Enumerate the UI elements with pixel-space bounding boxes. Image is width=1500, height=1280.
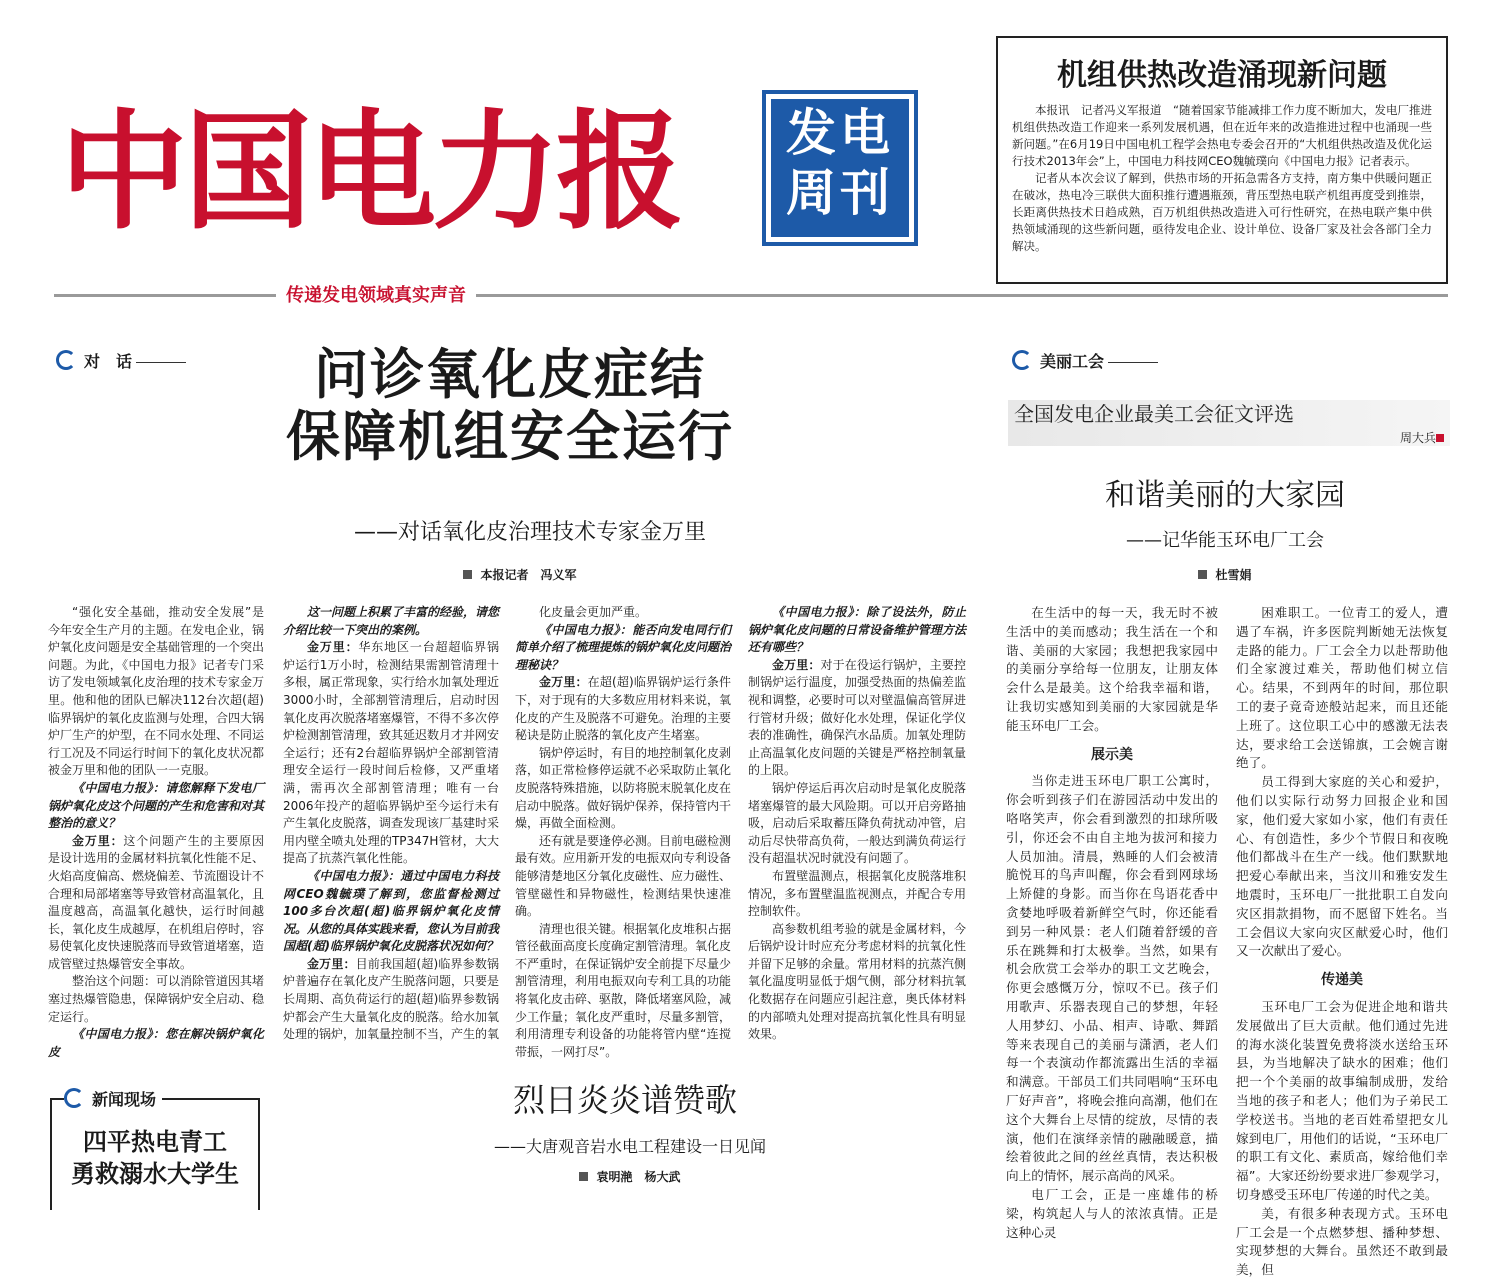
paragraph [1236,1205,1448,1280]
top-news-box [996,36,1448,284]
logo-icon [64,1088,84,1108]
byline-square-icon [1198,570,1207,579]
second-subhead: ——大唐观音岩水电工程建设一日见闻 [493,1137,766,1156]
paragraph [748,657,966,780]
byline-square-icon [579,1172,588,1181]
calligraphy-banner [1008,400,1450,446]
paragraph: 《中国电力报》：您在解决锅炉氧化皮 [48,1027,264,1059]
paragraph [748,780,966,868]
paragraph [1236,773,1448,961]
article-column-2 [283,604,499,1044]
paragraph-text: 美，有很多种表现方式。玉环电厂工会是一个点燃梦想、播种梦想、实现梦想的大舞台。虽然还不敢到最美，但 [1236,1205,1448,1278]
section-dialogue [56,350,186,373]
headline-line-2: 保障机组安全运行 [286,405,734,468]
paragraph [515,921,731,1062]
masthead-title: 中国电力报 [60,97,681,247]
beauty-column-2 [1236,604,1448,1280]
beauty-headline: 和谐美丽的大家园 [1105,478,1345,513]
speaker-label: 金万里： [72,833,124,848]
main-subhead: ——对话氧化皮治理技术专家金万里 [353,520,706,545]
paragraph [515,833,731,921]
speaker-label: 金万里： [539,675,588,690]
article-column-3 [515,604,731,1061]
section-rule [136,362,186,363]
paragraph-text: 在生活中的每一天，我无时不被生活中的美而感动；我生活在一个和谐、美丽的大家园；我想把我家园中的美丽分享给每一位朋友，让朋友体会什么是最美。这个给我幸福和谐，让我切实感知到美丽的大家园就是华能玉环电厂工会。 [1006,605,1218,733]
paragraph [48,833,264,974]
article-column-4 [748,604,966,1044]
news-headline [52,1126,258,1190]
paragraph [748,868,966,921]
paragraph [1006,772,1218,1186]
section-label: 对 话 [84,352,133,371]
speaker-label: 金万里： [772,657,821,672]
paragraph-text: 在超(超)临界锅炉运行条件下，对于现有的大多数应用材料来说，氧化皮的产生及脱落不可避免。治理的主要秘诀是防止脱落的氧化皮产生堵塞。 [515,675,732,743]
byline-text: 袁明滟 杨大武 [596,1170,681,1184]
byline-text: 杜雪娟 [1215,568,1252,582]
speaker-label: 金万里： [307,640,359,655]
paragraph-text: 整治这个问题：可以消除管道因其堵塞过热爆管隐患，保障锅炉安全启动、稳定运行。 [48,974,265,1024]
paragraph-text: 电厂工会，正是一座雄伟的桥梁，构筑起人与人的浓浓真情。正是这种心灵 [1006,1186,1218,1240]
paragraph-text: 对于在役运行锅炉，主要控制锅炉运行温度，加强受热面的热偏差监视和调整，必要时可以对壁温偏高管屏进行管材升级；做好化水处理，保证化学仪表的准确性，确保汽水品质。加氧处理防止高温氧化皮问题的关键是严格控制氧量的上限。 [748,657,966,778]
paragraph-text: 锅炉停运时，有目的地控制氧化皮剥落，如正常检修停运就不必采取防止氧化皮脱落特殊措施，以防将脱末脱氧化皮在启动中脱落。做好锅炉保养，保持管内干燥，再做全面检测。 [515,745,732,831]
article-column-1 [48,604,264,1061]
paragraph [48,973,264,1026]
paragraph-text: 清理也很关键。根据氧化皮堆积占据管径截面高度长度确定割管清理。氧化皮不严重时，在保证锅炉安全前提下尽量少割管清理，利用电振双向专利工具的功能将氧化皮击碎、驱散，降低堵塞风险，减少工作量；氧化皮严重时，尽量多割管，利用清理专利设备的功能将管内壁“连搅带振，一网打尽”。 [515,921,732,1059]
headline-line-1: 问诊氧化皮症结 [314,343,706,406]
second-headline: 烈日炎炎谱赞歌 [512,1081,737,1119]
badge-line-2: 周刊 [786,164,894,222]
section-label: 美丽工会 [1040,352,1105,371]
paragraph-text: 华东地区一台超超临界锅炉运行1万小时，检测结果需割管清理十多根，属正常现象，实行给水加氧处理近3000小时，全部割管清理后，启动时因氧化皮再次脱落堵塞爆管，不得不多次停炉检测割管清理，致其延迟数月才并网安全运行；还有2台超临界锅炉全部割管清理安全运行一段时间后检修，又严重堵满，需再次全部割管清理；唯有一台2006年投产的超临界锅炉至今运行未有产生氧化皮脱落，调查发现该厂基建时采用内壁全喷丸处理的TP347H管材，大大提高了抗蒸汽氧化性能。 [283,640,500,866]
subsection-heading: 展示美 [1091,746,1133,763]
top-news-para: 本报讯 记者冯义军报道 “随着国家节能减排工作力度不断加大，发电厂推进机组供热改造工作迎来一系列发展机遇，但在近年来的改造推进过程中也涌现一些新问题。”在6月19日中国电机工程学会热电专委会召开的“大机组供热改造及优化运行技术2013年会”上，中国电力科技网CEO魏毓璞向《中国电力报》记者表示。 [1012,103,1432,168]
section-news [64,1088,162,1111]
speaker-label: 金万里： [307,956,356,971]
paragraph-text: 化皮量会更加严重。 [539,605,648,619]
second-byline [540,1168,720,1186]
paragraph-text: 布置壁温测点，根据氧化皮脱落堆积情况，多布置壁温监视测点，并配合专用控制软件。 [748,868,966,919]
news-headline-line-2: 勇救溺水大学生 [71,1160,239,1188]
paragraph-text: 困难职工。一位青工的爱人，遭遇了车祸，许多医院判断她无法恢复走路的能力。厂工会全力以赴帮助他们全家渡过难关，帮助他们树立信心。结果，不到两年的时间，那位职工的妻子竟奇迹般站起来，而且还能上班了。这位职工心中的感激无法表达，要求给工会送锦旗，工会婉言谢绝了。 [1236,605,1448,771]
byline-square-icon [463,570,472,579]
paragraph-text: 员工得到大家庭的关心和爱护，他们以实际行动努力回报企业和国家，他们爱大家如小家，他们有责任心、有创造性，多少个节假日和夜晚他们都战斗在生产一线。他们默默地把爱心奉献出来，当汶川和雅安发生地震时，玉环电厂一批批职工自发向灾区捐款捐物，而不愿留下姓名。当工会倡议大家向灾区献爱心时，他们又一次献出了爱心。 [1236,774,1448,959]
calligrapher-signature: 周大兵 [1399,431,1436,445]
paragraph [1236,604,1448,773]
news-box [50,1098,260,1210]
paragraph [1006,1186,1218,1242]
subsection-heading: 传递美 [1321,972,1363,989]
paragraph [515,604,731,622]
paragraph [748,921,966,1044]
paragraph [283,956,499,1044]
paragraph [1236,998,1448,1205]
paragraph-text: 高参数机组考验的就是金属材料，今后锅炉设计时应充分考虑材料的抗氧化性并留下足够的余量。常用材料的抗蒸汽侧氧化温度明显低于烟气侧，部分材料抗氧化数据存在问题应引起注意，奥氏体材料的内部喷丸处理对提高抗氧化性具有明显效果。 [748,921,966,1042]
paragraph: 《中国电力报》：能否向发电同行们简单介绍了梳理提炼的锅炉氧化皮问题治理秘诀？ [515,622,732,672]
paragraph: 《中国电力报》：通过中国电力科技网CEO魏毓璞了解到，您监督检测过100多台次超(超)临界锅炉氧化皮情况。从您的具体实践来看，您认为目前我国超(超)临界锅炉氧化皮脱落状况如何？ [283,868,500,954]
slogan-divider [54,294,1448,297]
logo-icon [1012,350,1032,370]
calligraphy-text: 全国发电企业最美工会征文评选 [1014,402,1294,426]
paragraph: 《中国电力报》：除了设法外，防止锅炉氧化皮问题的日常设备维护管理方法还有哪些？ [748,605,966,655]
beauty-byline [1160,566,1290,584]
paragraph [283,639,499,868]
paragraph-text: 这个问题产生的主要原因是设计选用的金属材料抗氧化性能不足、火焰高度偏高、燃烧偏差、节流圈设计不合理和局部堵塞等导致管材高温氧化，且温度越高，高温氧化越快，运行时间越长，氧化皮生成越厚，在机组启停时，容易使氧化皮快速脱落而导致管道堵塞，造成管壁过热爆管安全事故。 [48,833,265,971]
paragraph [48,604,264,780]
badge-line-1: 发电 [786,104,894,162]
paragraph [1006,604,1218,736]
paragraph: 《中国电力报》：请您解释下发电厂锅炉氧化皮这个问题的产生和危害和对其整治的意义？ [48,780,265,831]
slogan: 传递发电领域真实声音 [276,282,476,310]
paragraph-text: 锅炉停运后再次启动时是氧化皮脱落堵塞爆管的最大风险期。可以开启旁路抽吸，启动后采取蓄压降负荷扰动冲管，启动后尽快带高负荷，一般达到满负荷运行没有超温状况时就没有问题了。 [748,780,966,866]
paragraph-text: 当你走进玉环电厂职工公寓时，你会听到孩子们在游园活动中发出的咯咯笑声，你会看到激烈的扣球所吸引，你还会不由自主地为拔河和接力人员加油。清晨，熟睡的人们会被清脆悦耳的鸟声叫醒，你会看到网球场上矫健的身影。而当你在鸟语花香中贪婪地呼吸着新鲜空气时，你还能看到另一种风景：老人们随着舒缓的音乐在跳舞和打太极拳。当然，如果有机会欣赏工会举办的职工文艺晚会，你更会感慨万分，惊叹不已。孩子们用歌声、乐器表现自己的梦想，年轻人用梦幻、小品、相声、诗歌、舞蹈等来表现自己的美丽与潇洒，老人们每一个表演动作都流露出生活的幸福和满意。干部员工们共同唱响“玉环电厂好声音”，将晚会推向高潮，他们在这个大舞台上尽情的绽放，尽情的表演，他们在演绎亲情的融融暖意，描绘着彼此之间的丝丝真情，表达积极向上的情怀，展示高尚的风采。 [1006,773,1218,1184]
section-label: 新闻现场 [92,1090,157,1109]
paragraph-text: “强化安全基础，推动安全发展”是今年安全生产月的主题。在发电企业，锅炉氧化皮问题是安全基础管理的一个突出问题。为此，《中国电力报》记者专门采访了发电领域氧化皮治理的技术专家金万里。他和他的团队已解决112台次超(超)临界锅炉的氧化皮监测与处理，合四大锅炉厂生产的炉型，在不同水处理、不同运行工况及不同运行时间下的氧化皮状况都被金万里和他的团队一一克服。 [48,605,265,778]
paragraph-text: 玉环电厂工会为促进企地和谐共发展做出了巨大贡献。他们通过先进的海水淡化装置免费将淡水送给玉环县，为当地解决了缺水的困难；他们把一个个美丽的故事编制成册，发给当地的孩子和老人；他们为子弟民工学校送书。当地的老百姓希望把女儿嫁到电厂，用他们的话说，“玉环电厂的职工有文化、素质高，嫁给他们幸福”。大家还纷纷要求进厂参观学习，切身感受玉环电厂传递的时代之美。 [1236,998,1448,1202]
news-headline-line-1: 四平热电青工 [83,1128,227,1156]
main-headline [240,344,780,468]
section-rule [1108,362,1158,363]
paragraph [515,674,731,744]
paragraph-text: 还有就是要逢停必测。目前电磁检测最有效。应用新开发的电振双向专利设备能够清楚地区分氧化皮磁性、应力磁性、管壁磁性和异物磁性，检测结果快速准确。 [515,833,732,919]
logo-icon [56,350,76,370]
beauty-subhead: ——记华能玉环电厂工会 [1126,530,1324,551]
byline-text: 本报记者 冯义军 [480,568,577,582]
seal-icon [1436,434,1444,442]
beauty-column-1 [1006,604,1218,1242]
weekly-badge [762,90,918,246]
paragraph-text: 目前我国超(超)临界参数锅炉普遍存在氧化皮产生脱落问题，只要是长周期、高负荷运行的超(超)临界参数锅炉都会产生大量氧化皮的脱落。给水加氧处理的锅炉，加氧量控制不当，产生的氧 [283,956,500,1042]
section-beauty [1012,350,1158,373]
paragraph: 这一问题上积累了丰富的经验，请您介绍比较一下突出的案例。 [283,605,500,637]
top-news-headline: 机组供热改造涌现新问题 [1057,58,1387,93]
top-news-para: 记者从本次会议了解到，供热市场的开拓急需各方支持，南方集中供暖问题正在破冰，热电冷三联供大面积推行遭遇瓶颈，背压型热电联产机组再度受到推崇，长距离供热技术日趋成熟，百万机组供热改造进入可行性研究，在热电联产集中供热领域涌现的这些新问题，亟待发电企业、设计单位、设备厂家及社会各部门全力解决。 [1012,171,1432,253]
paragraph [515,745,731,833]
main-byline [400,566,640,584]
